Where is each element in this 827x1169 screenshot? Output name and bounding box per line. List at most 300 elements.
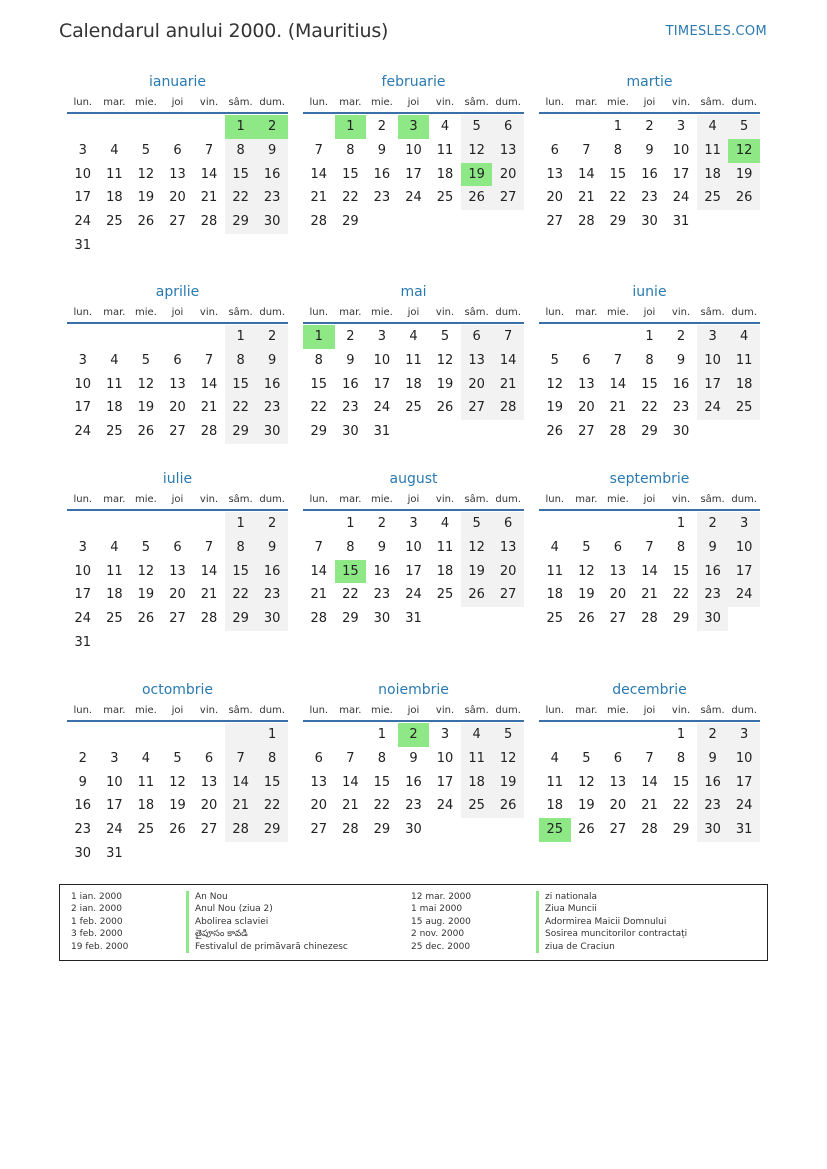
day-cell: 12: [137, 166, 155, 182]
day-cell: 7: [492, 325, 524, 349]
day-cell: 21: [200, 190, 218, 206]
legend-date: 15 aug. 2000: [411, 916, 471, 927]
day-cell: 22: [225, 396, 257, 420]
week-row: [539, 607, 760, 631]
day-cell: 13: [609, 563, 627, 579]
day-cell: 9: [697, 747, 729, 771]
day-cell: 14: [609, 376, 627, 392]
week-row: [539, 325, 760, 349]
weekday-label: lun.: [309, 307, 329, 318]
week-row: [303, 583, 524, 607]
day-cell: 13: [169, 166, 186, 182]
weekday-label: dum.: [495, 494, 521, 505]
month-title: februarie: [381, 74, 446, 90]
day-cell: 16: [373, 166, 391, 182]
day-cell: 18: [546, 798, 564, 814]
weekday-label: lun.: [545, 97, 565, 108]
week-row: [67, 163, 288, 187]
day-cell: 16: [256, 163, 288, 187]
day-cell: 2: [676, 329, 686, 344]
day-cell: 20: [578, 400, 595, 416]
day-cell: 4: [728, 325, 760, 349]
empty-day-cell: [256, 842, 288, 866]
empty-day-cell: [492, 210, 524, 234]
month-title: iunie: [632, 284, 667, 300]
week-row: [67, 186, 288, 210]
week-row: [539, 139, 760, 163]
empty-day-cell: [571, 512, 603, 536]
day-cell: 29: [225, 607, 257, 631]
weekday-label: vin.: [199, 494, 219, 505]
legend-holiday-name: Anul Nou (ziua 2): [186, 903, 348, 915]
day-cell: 29: [373, 822, 391, 838]
day-cell: 28: [310, 214, 328, 230]
empty-day-cell: [728, 607, 760, 631]
day-cell: 24: [405, 587, 422, 603]
day-cell: 22: [225, 583, 257, 607]
day-cell: 14: [200, 376, 218, 392]
day-cell: 23: [672, 400, 690, 416]
day-cell: 11: [461, 747, 493, 771]
week-row: [67, 842, 288, 866]
day-cell: 18: [461, 771, 493, 795]
day-cell: 27: [200, 822, 218, 838]
day-cell: 18: [436, 563, 454, 579]
weekday-label: dum.: [259, 97, 285, 108]
weekday-label: sâm.: [700, 705, 725, 716]
day-cell: 25: [697, 186, 729, 210]
empty-day-cell: [162, 631, 194, 655]
weekday-label: sâm.: [464, 307, 489, 318]
empty-day-cell: [193, 234, 225, 258]
empty-day-cell: [303, 115, 335, 139]
day-cell: 24: [672, 190, 690, 206]
day-cell: 11: [546, 563, 564, 579]
day-cell: 10: [74, 166, 92, 182]
empty-day-cell: [130, 325, 162, 349]
legend-holiday-name: తైపూసం కావడి: [186, 928, 348, 940]
week-row: [67, 396, 288, 420]
week-row: [539, 771, 760, 795]
day-cell: 15: [225, 163, 257, 187]
empty-day-cell: [429, 818, 461, 842]
day-cell: 20: [461, 373, 493, 397]
day-cell: 30: [373, 611, 391, 627]
day-cell: 26: [578, 822, 595, 838]
day-cell: 5: [173, 750, 182, 766]
day-cell: 14: [641, 563, 658, 579]
day-cell: 14: [342, 774, 359, 790]
week-row: [539, 420, 760, 444]
day-cell: 9: [697, 536, 729, 560]
day-cell: 27: [169, 611, 186, 627]
weekday-label: mie.: [370, 307, 393, 318]
day-cell: 10: [672, 142, 690, 158]
empty-day-cell: [193, 842, 225, 866]
day-cell: 20: [492, 163, 524, 187]
day-cell: 29: [342, 611, 359, 627]
weekday-label: dum.: [731, 494, 757, 505]
day-cell: 22: [609, 190, 627, 206]
day-cell: 18: [728, 373, 760, 397]
day-cell: 31: [672, 214, 690, 230]
day-cell: 31: [373, 424, 391, 440]
weekday-label: mar.: [575, 494, 598, 505]
day-cell: 5: [141, 142, 151, 158]
week-row: [539, 349, 760, 373]
day-cell: 16: [373, 563, 391, 579]
week-row: [303, 115, 524, 139]
legend-names-left: [186, 891, 348, 953]
day-cell: 19: [578, 798, 595, 814]
weekday-label: lun.: [545, 494, 565, 505]
day-cell: 24: [74, 611, 92, 627]
day-cell: 1: [346, 516, 355, 531]
day-cell: 1: [676, 516, 686, 531]
empty-day-cell: [130, 512, 162, 536]
month-februarie: [303, 72, 524, 234]
empty-day-cell: [539, 723, 571, 747]
day-cell: 27: [609, 611, 627, 627]
weekday-header: [539, 489, 760, 511]
day-cell: 27: [492, 583, 524, 607]
day-cell: 17: [74, 190, 92, 206]
weekday-label: vin.: [671, 705, 691, 716]
day-cell: 8: [645, 352, 654, 368]
day-cell: 17: [697, 373, 729, 397]
day-cell: 29: [672, 822, 690, 838]
weekday-label: dum.: [731, 97, 757, 108]
day-cell: 22: [256, 794, 288, 818]
weekday-label: lun.: [73, 97, 93, 108]
week-row: [67, 794, 288, 818]
month-title: august: [389, 471, 438, 487]
empty-day-cell: [67, 723, 99, 747]
day-cell: 4: [550, 750, 559, 766]
day-cell: 26: [137, 611, 155, 627]
day-cell: 13: [609, 774, 627, 790]
day-cell: 9: [256, 139, 288, 163]
day-cell: 25: [106, 611, 123, 627]
weekday-label: sâm.: [700, 494, 725, 505]
day-cell: 2: [645, 119, 654, 134]
day-cell: 8: [346, 142, 355, 158]
day-cell: 4: [110, 352, 119, 368]
day-cell: 6: [550, 142, 559, 158]
day-cell: 27: [169, 214, 186, 230]
day-cell: 29: [225, 420, 257, 444]
week-row: [67, 139, 288, 163]
day-cell: 21: [225, 794, 257, 818]
day-cell: 12: [461, 536, 493, 560]
day-cell: 28: [641, 611, 658, 627]
day-cell: 30: [74, 845, 92, 861]
empty-day-cell: [539, 115, 571, 139]
day-cell: 28: [200, 424, 218, 440]
weekday-label: mar.: [575, 307, 598, 318]
weekday-label: lun.: [545, 307, 565, 318]
day-cell: 25: [405, 400, 422, 416]
day-cell: 6: [492, 115, 524, 139]
holiday-day-cell: 1: [303, 325, 335, 349]
day-cell: 7: [204, 352, 214, 368]
day-cell: 25: [436, 190, 454, 206]
empty-day-cell: [539, 512, 571, 536]
day-cell: 3: [697, 325, 729, 349]
month-title: martie: [626, 74, 673, 90]
weekday-header: [539, 92, 760, 114]
empty-day-cell: [429, 607, 461, 631]
week-row: [539, 747, 760, 771]
day-cell: 8: [346, 539, 355, 555]
week-row: [303, 512, 524, 536]
day-cell: 14: [200, 166, 218, 182]
day-cell: 11: [728, 349, 760, 373]
day-cell: 20: [546, 190, 564, 206]
day-cell: 21: [641, 587, 658, 603]
day-cell: 19: [137, 400, 155, 416]
day-cell: 12: [436, 352, 454, 368]
day-cell: 4: [409, 329, 418, 344]
empty-day-cell: [162, 512, 194, 536]
weekday-label: joi: [407, 307, 420, 318]
day-cell: 5: [141, 352, 151, 368]
empty-day-cell: [728, 420, 760, 444]
day-cell: 15: [641, 376, 658, 392]
day-cell: 17: [728, 560, 760, 584]
weekday-label: vin.: [435, 705, 455, 716]
weekday-label: sâm.: [464, 494, 489, 505]
weekday-header: [539, 302, 760, 324]
month-iulie: [67, 469, 288, 655]
week-row: [67, 373, 288, 397]
week-row: [67, 723, 288, 747]
day-cell: 24: [728, 794, 760, 818]
empty-day-cell: [193, 631, 225, 655]
day-cell: 5: [728, 115, 760, 139]
empty-day-cell: [99, 631, 131, 655]
day-cell: 1: [377, 727, 387, 742]
day-cell: 16: [256, 373, 288, 397]
day-cell: 2: [256, 325, 288, 349]
week-row: [67, 631, 288, 655]
day-cell: 13: [578, 376, 595, 392]
weekday-label: vin.: [435, 307, 455, 318]
day-cell: 7: [204, 142, 214, 158]
day-cell: 4: [141, 750, 151, 766]
empty-day-cell: [225, 234, 257, 258]
day-cell: 22: [373, 798, 391, 814]
day-cell: 28: [492, 396, 524, 420]
week-row: [67, 818, 288, 842]
day-cell: 29: [641, 424, 658, 440]
month-aprilie: [67, 282, 288, 444]
legend-dates-left: [71, 891, 128, 953]
week-row: [303, 771, 524, 795]
holiday-day-cell: 1: [225, 115, 257, 139]
day-cell: 2: [256, 512, 288, 536]
weekday-label: mie.: [134, 307, 157, 318]
legend-holiday-name: zi nationala: [536, 891, 687, 903]
day-cell: 30: [342, 424, 359, 440]
day-cell: 14: [310, 563, 328, 579]
month-title: decembrie: [612, 682, 687, 698]
week-row: [303, 794, 524, 818]
empty-day-cell: [335, 723, 367, 747]
day-cell: 14: [310, 166, 328, 182]
week-row: [303, 210, 524, 234]
day-cell: 16: [697, 560, 729, 584]
empty-day-cell: [67, 325, 99, 349]
empty-day-cell: [225, 631, 257, 655]
week-row: [539, 818, 760, 842]
day-cell: 24: [436, 798, 454, 814]
day-cell: 20: [609, 587, 627, 603]
empty-day-cell: [571, 325, 603, 349]
month-title: ianuarie: [148, 74, 207, 90]
empty-day-cell: [697, 420, 729, 444]
month-title: noiembrie: [378, 682, 449, 698]
empty-day-cell: [461, 420, 493, 444]
day-cell: 11: [436, 539, 454, 555]
day-cell: 10: [405, 539, 422, 555]
day-cell: 17: [405, 563, 422, 579]
day-cell: 6: [314, 750, 323, 766]
empty-day-cell: [492, 818, 524, 842]
day-cell: 15: [225, 373, 257, 397]
legend-holiday-name: Adormirea Maicii Domnului: [536, 916, 687, 928]
day-cell: 10: [697, 349, 729, 373]
day-cell: 17: [672, 166, 690, 182]
weekday-label: vin.: [671, 307, 691, 318]
legend-date: 3 feb. 2000: [71, 929, 123, 940]
week-row: [539, 512, 760, 536]
day-cell: 1: [256, 723, 288, 747]
day-cell: 25: [546, 611, 564, 627]
day-cell: 16: [256, 560, 288, 584]
month-title: iulie: [162, 471, 193, 487]
empty-day-cell: [492, 420, 524, 444]
empty-day-cell: [571, 723, 603, 747]
empty-day-cell: [130, 842, 162, 866]
weekday-label: dum.: [731, 705, 757, 716]
week-row: [303, 163, 524, 187]
brand-logo[interactable]: TIMESLES.COM: [665, 24, 767, 39]
week-row: [67, 512, 288, 536]
weekday-label: mar.: [339, 705, 362, 716]
day-cell: 21: [342, 798, 359, 814]
day-cell: 22: [342, 190, 359, 206]
day-cell: 19: [169, 798, 186, 814]
day-cell: 16: [405, 774, 422, 790]
day-cell: 5: [492, 723, 524, 747]
day-cell: 7: [314, 539, 323, 555]
weekday-label: vin.: [199, 705, 219, 716]
weekday-label: joi: [643, 494, 656, 505]
week-row: [67, 771, 288, 795]
weekday-label: joi: [643, 307, 656, 318]
day-cell: 10: [74, 563, 92, 579]
empty-day-cell: [634, 512, 666, 536]
empty-day-cell: [602, 325, 634, 349]
weekday-label: lun.: [73, 494, 93, 505]
weekday-label: mar.: [575, 97, 598, 108]
day-cell: 1: [613, 119, 623, 134]
empty-day-cell: [602, 723, 634, 747]
day-cell: 13: [310, 774, 328, 790]
week-row: [539, 115, 760, 139]
day-cell: 24: [106, 822, 123, 838]
day-cell: 14: [641, 774, 658, 790]
day-cell: 6: [613, 539, 623, 555]
weekday-label: dum.: [731, 307, 757, 318]
weekday-label: sâm.: [700, 307, 725, 318]
week-row: [303, 560, 524, 584]
week-row: [67, 420, 288, 444]
day-cell: 9: [256, 536, 288, 560]
weekday-label: mie.: [606, 705, 629, 716]
weekday-label: sâm.: [228, 97, 253, 108]
page-title: Calendarul anului 2000. (Mauritius): [59, 20, 389, 42]
day-cell: 9: [78, 774, 87, 790]
day-cell: 9: [256, 349, 288, 373]
weekday-label: sâm.: [228, 494, 253, 505]
week-row: [67, 747, 288, 771]
legend-holiday-name: An Nou: [186, 891, 348, 903]
day-cell: 2: [697, 512, 729, 536]
day-cell: 16: [74, 798, 92, 814]
day-cell: 12: [546, 376, 564, 392]
weekday-label: lun.: [309, 705, 329, 716]
day-cell: 18: [106, 587, 123, 603]
day-cell: 28: [310, 611, 328, 627]
empty-day-cell: [193, 512, 225, 536]
weekday-label: mie.: [370, 97, 393, 108]
day-cell: 27: [609, 822, 627, 838]
empty-day-cell: [99, 723, 131, 747]
week-row: [303, 373, 524, 397]
day-cell: 19: [492, 771, 524, 795]
weekday-header: [67, 489, 288, 511]
day-cell: 9: [377, 142, 387, 158]
day-cell: 26: [461, 186, 493, 210]
week-row: [539, 396, 760, 420]
day-cell: 4: [550, 539, 559, 555]
empty-day-cell: [162, 723, 194, 747]
day-cell: 10: [436, 750, 454, 766]
empty-day-cell: [162, 234, 194, 258]
empty-day-cell: [571, 115, 603, 139]
weekday-label: mar.: [339, 307, 362, 318]
weekday-label: joi: [171, 307, 184, 318]
empty-day-cell: [193, 325, 225, 349]
legend-dates-right: [411, 891, 471, 953]
day-cell: 31: [74, 634, 92, 650]
month-ianuarie: [67, 72, 288, 258]
day-cell: 4: [697, 115, 729, 139]
day-cell: 12: [578, 563, 595, 579]
day-cell: 26: [461, 583, 493, 607]
day-cell: 19: [578, 587, 595, 603]
weekday-label: lun.: [73, 307, 93, 318]
empty-day-cell: [162, 115, 194, 139]
day-cell: 14: [200, 563, 218, 579]
day-cell: 23: [342, 400, 359, 416]
day-cell: 13: [546, 166, 564, 182]
day-cell: 23: [405, 798, 422, 814]
day-cell: 11: [137, 774, 155, 790]
day-cell: 16: [641, 166, 658, 182]
